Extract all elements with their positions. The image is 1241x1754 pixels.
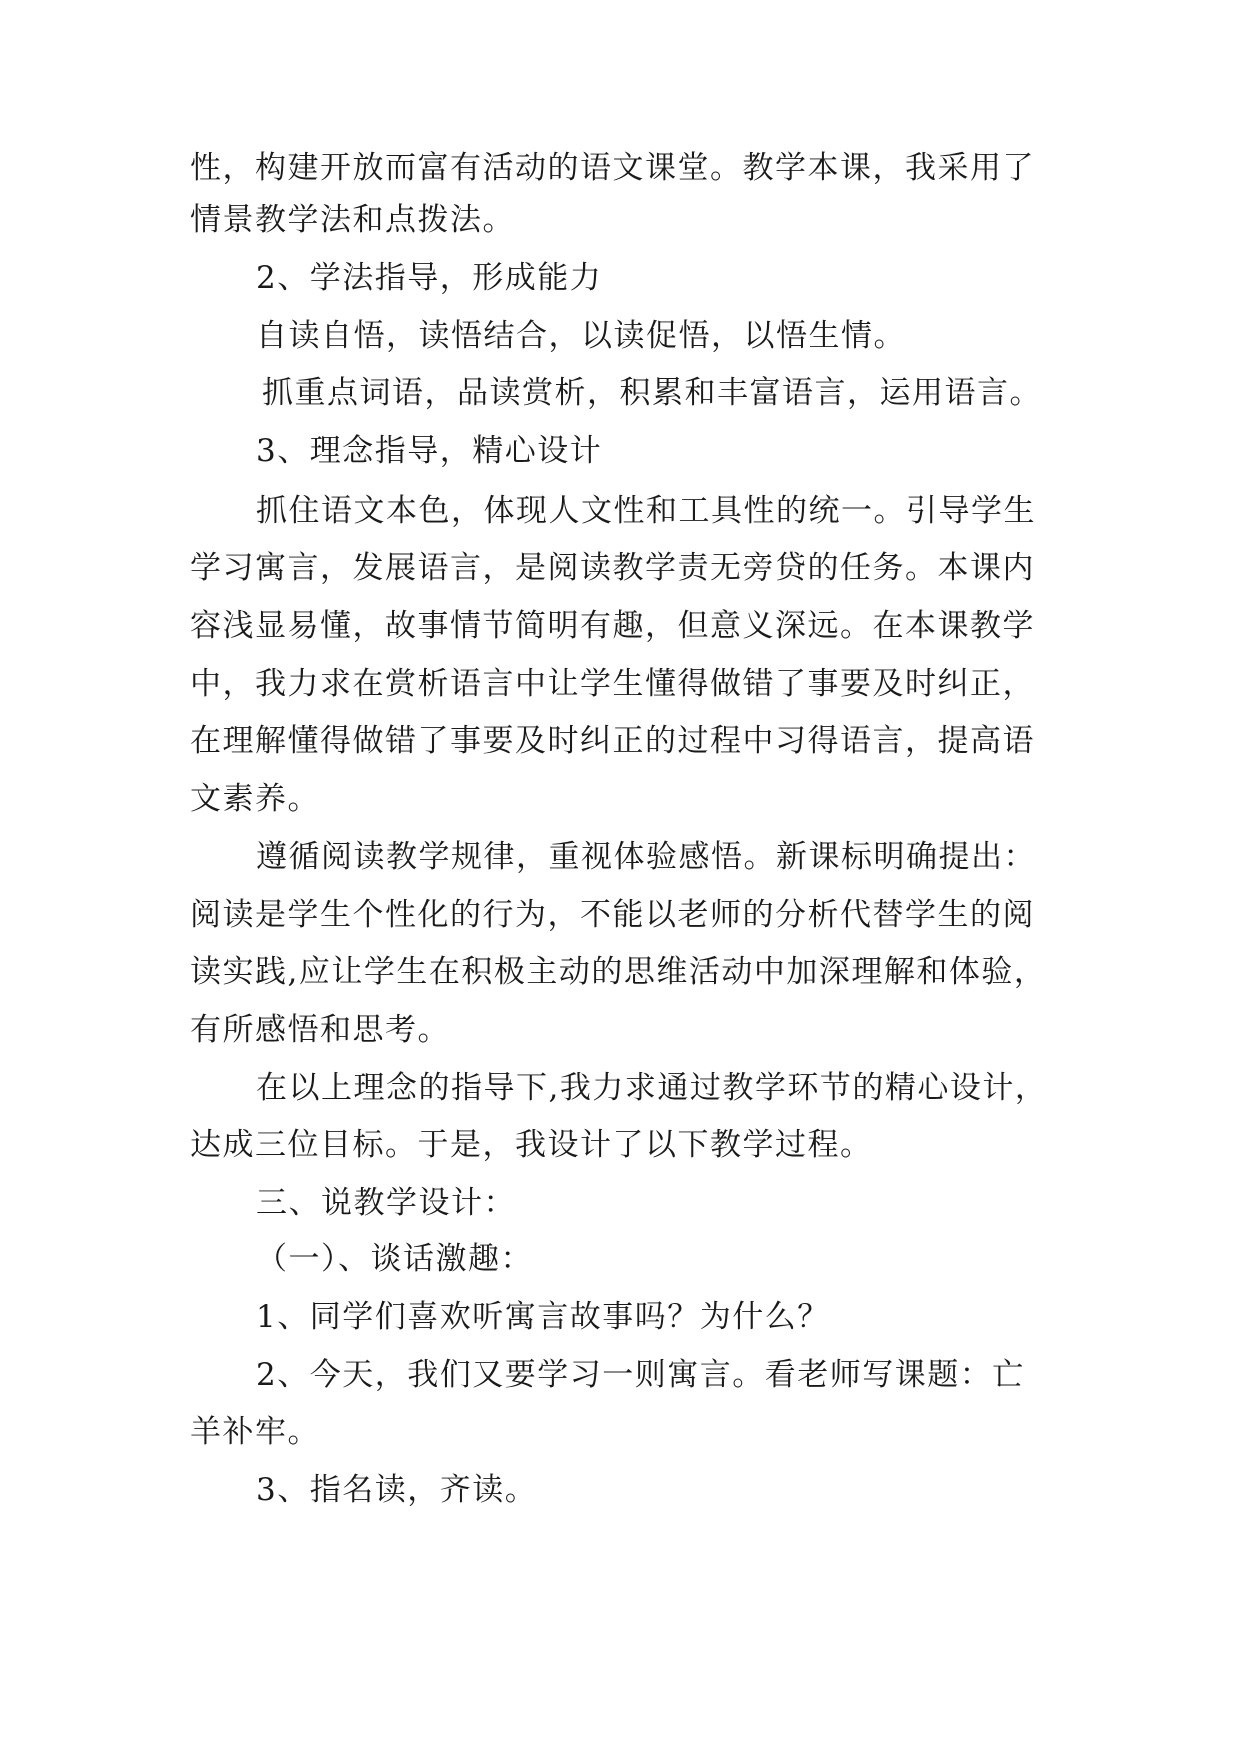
text-line: 2、今天，我们又要学习一则寓言。看老师写课题：亡: [256, 1357, 1025, 1393]
text-line: 三、说教学设计：: [256, 1185, 516, 1221]
text-line: 3、指名读，齐读。: [256, 1472, 538, 1508]
text-line: 在理解懂得做错了事要及时纠正的过程中习得语言，提高语: [190, 723, 1035, 759]
text-line: 容浅显易懂，故事情节简明有趣，但意义深远。在本课教学: [190, 608, 1035, 644]
text-line: 达成三位目标。于是，我设计了以下教学过程。: [190, 1127, 873, 1163]
text-line: 情景教学法和点拨法。: [190, 202, 515, 238]
text-line: 中，我力求在赏析语言中让学生懂得做错了事要及时纠正，: [190, 666, 1035, 702]
text-line: 文素养。: [190, 781, 320, 817]
text-line: 读实践,应让学生在积极主动的思维活动中加深理解和体验，: [190, 954, 1047, 990]
text-line: 3、理念指导，精心设计: [256, 433, 603, 469]
text-line: 羊补牢。: [190, 1414, 320, 1450]
text-line: 抓重点词语，品读赏析，积累和丰富语言，运用语言。: [262, 375, 1042, 411]
text-line: 遵循阅读教学规律，重视体验感悟。新课标明确提出：: [256, 839, 1036, 875]
text-line: 在以上理念的指导下,我力求通过教学环节的精心设计，: [256, 1070, 1048, 1106]
text-line: 阅读是学生个性化的行为，不能以老师的分析代替学生的阅: [190, 897, 1035, 933]
text-line: 抓住语文本色，体现人文性和工具性的统一。引导学生: [256, 493, 1036, 529]
text-line: 学习寓言，发展语言，是阅读教学责无旁贷的任务。本课内: [190, 550, 1035, 586]
text-line: 自读自悟，读悟结合，以读促悟，以悟生情。: [256, 318, 906, 354]
text-line: 1、同学们喜欢听寓言故事吗？为什么？: [256, 1299, 830, 1335]
text-line: （一）、谈话激趣：: [256, 1241, 533, 1277]
text-line: 有所感悟和思考。: [190, 1012, 450, 1048]
text-line: 性，构建开放而富有活动的语文课堂。教学本课，我采用了: [190, 150, 1035, 186]
text-line: 2、学法指导，形成能力: [256, 260, 603, 296]
